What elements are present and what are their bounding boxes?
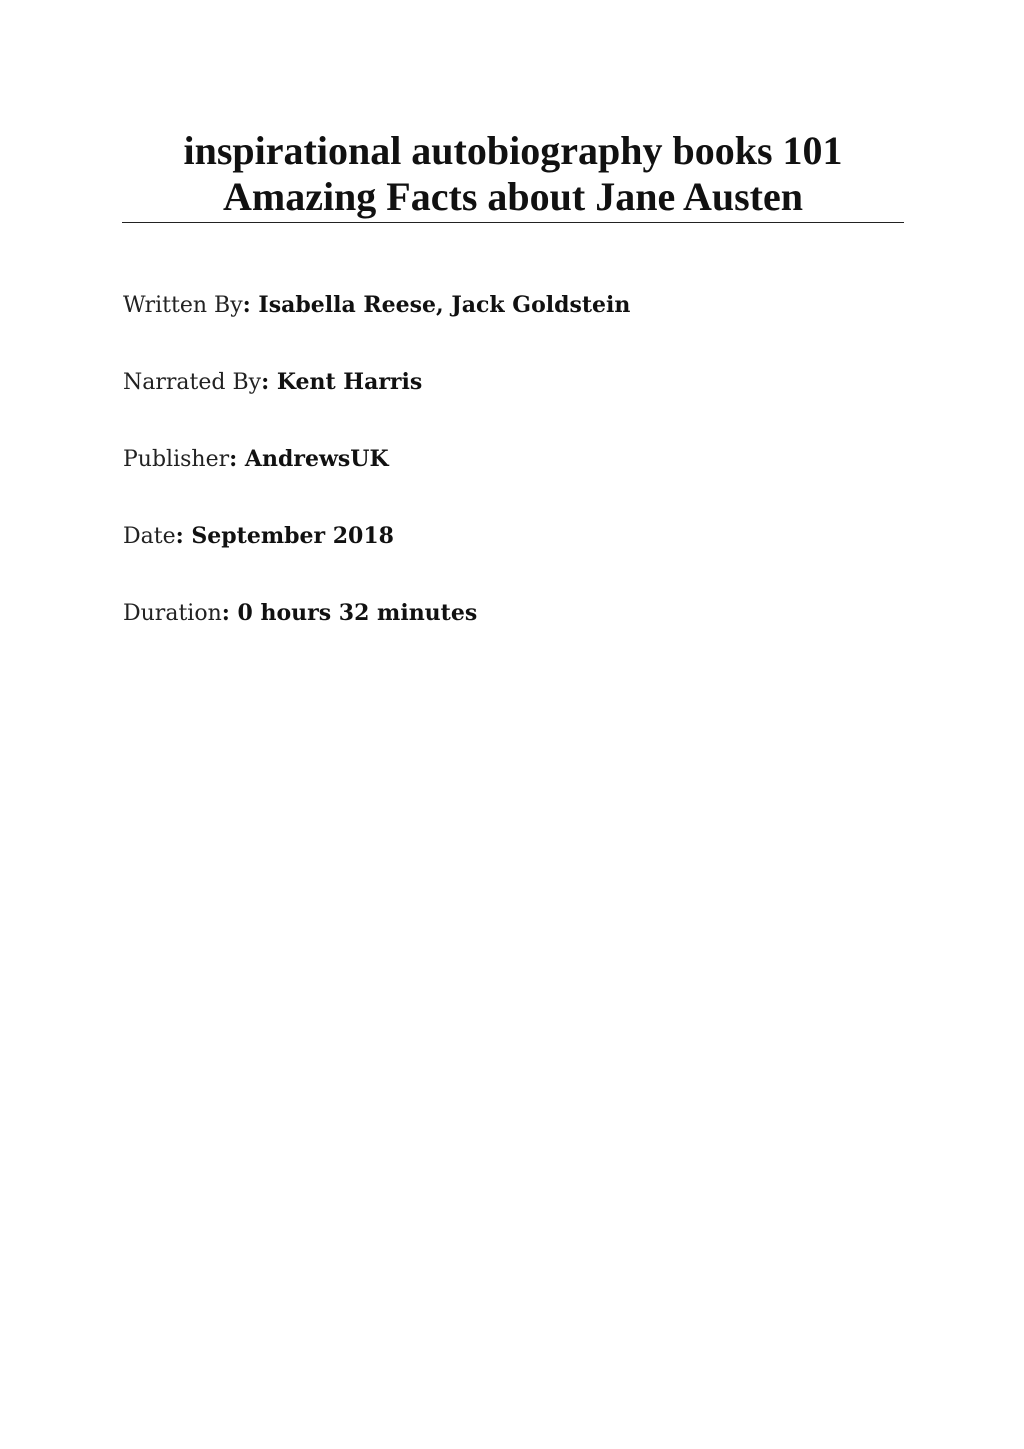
date-value: : September 2018 [175,523,394,549]
title-line-2: Amazing Facts about Jane Austen [222,174,804,219]
publisher-label: Publisher [123,447,230,472]
title-line-1: inspirational autobiography books 101 [183,128,843,173]
duration-value: : 0 hours 32 minutes [221,600,478,626]
duration-row [123,596,903,630]
written-by-label: Written By [123,293,243,318]
narrated-by-label: Narrated By [123,370,262,395]
book-details [123,288,903,673]
date-label: Date [123,524,176,549]
date-row [123,519,903,553]
publisher-row [123,442,903,476]
duration-label: Duration [123,601,222,626]
narrated-by-value: : Kent Harris [261,369,423,395]
written-by-row [123,288,903,322]
document-title [122,128,904,223]
narrated-by-row [123,365,903,399]
publisher-value: : AndrewsUK [229,446,389,472]
written-by-value: : Isabella Reese, Jack Goldstein [242,292,631,318]
